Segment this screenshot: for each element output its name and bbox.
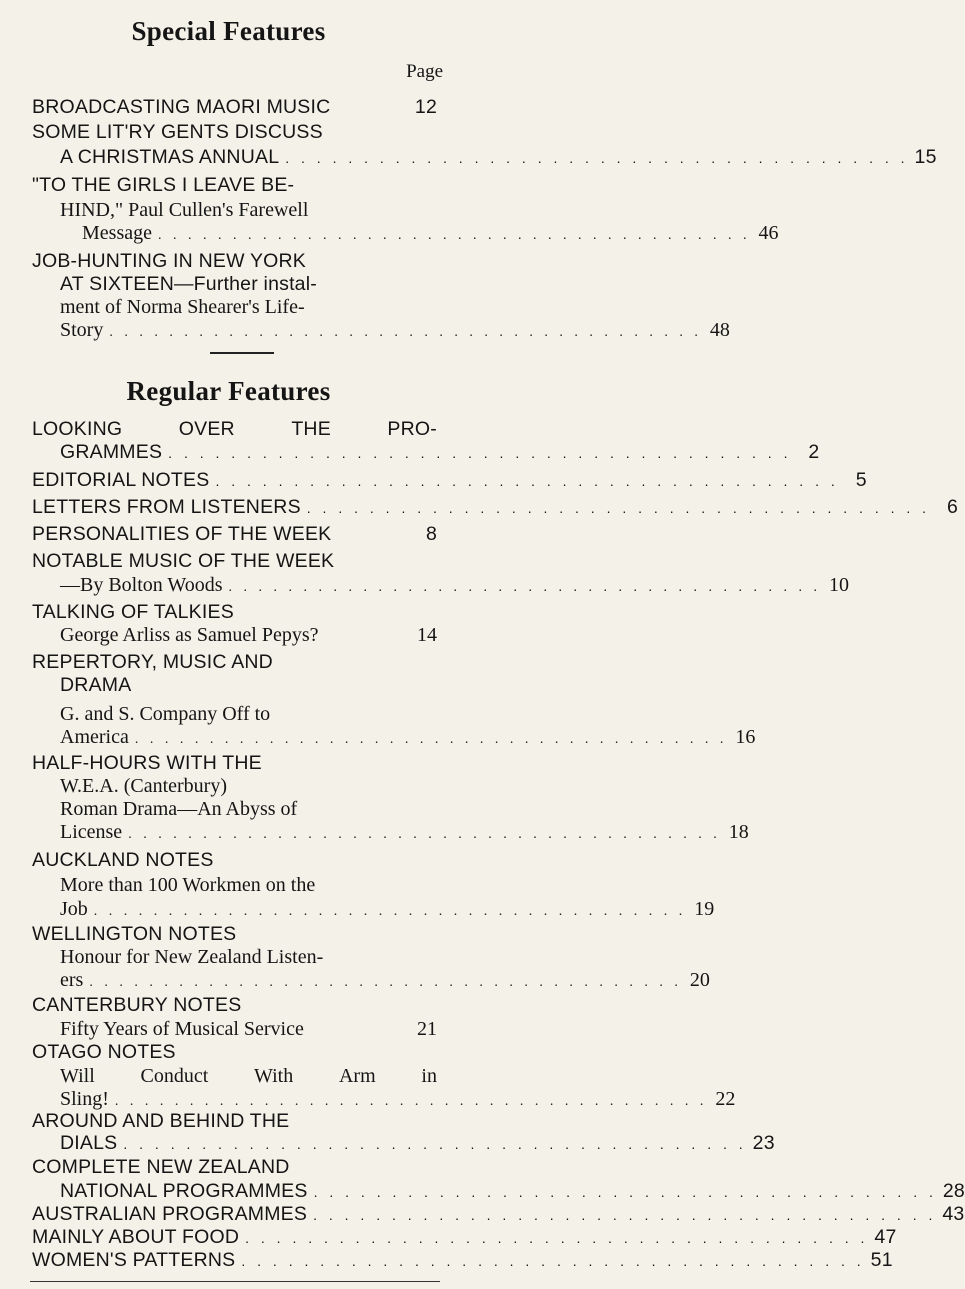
- toc-entry: License . . . . . . . . . . . . . . . . . . . . . . . . . . . . . . . . . . . . . . . . 18: [60, 821, 749, 843]
- toc-entry: W.E.A. (Canterbury): [60, 775, 227, 797]
- toc-entry: NATIONAL PROGRAMMES . . . . . . . . . . . . . . . . . . . . . . . . . . . . . . . . . . . . . . . . 28: [60, 1180, 965, 1202]
- toc-entry: A CHRISTMAS ANNUAL . . . . . . . . . . . . . . . . . . . . . . . . . . . . . . . . . . . . . . . . 15: [60, 146, 937, 168]
- toc-entry: Message . . . . . . . . . . . . . . . . . . . . . . . . . . . . . . . . . . . . . . . . 46: [82, 222, 779, 244]
- page-number: 14: [417, 624, 437, 646]
- page-number: 8: [425, 523, 437, 545]
- toc-entry: AT SIXTEEN—Further instal-: [60, 273, 317, 295]
- page-number: 6: [947, 496, 959, 518]
- bottom-divider: [30, 1281, 440, 1282]
- toc-entry: "TO THE GIRLS I LEAVE BE-: [32, 174, 295, 196]
- page-number: 12: [414, 96, 437, 118]
- page-column-label: Page: [406, 61, 443, 82]
- page-number: 16: [735, 726, 756, 748]
- toc-entry: EDITORIAL NOTES . . . . . . . . . . . . . . . . . . . . . . . . . . . . . . . . . . . . . . . . 5: [32, 469, 867, 491]
- page-number: 43: [942, 1203, 965, 1225]
- page-number: 22: [715, 1088, 736, 1110]
- toc-entry: America . . . . . . . . . . . . . . . . . . . . . . . . . . . . . . . . . . . . . . . . 16: [60, 726, 756, 748]
- toc-entry: JOB-HUNTING IN NEW YORK: [32, 250, 307, 272]
- toc-entry: ers . . . . . . . . . . . . . . . . . . . . . . . . . . . . . . . . . . . . . . . . 20: [60, 969, 710, 991]
- section-divider: [210, 352, 274, 354]
- toc-entry: LOOKING OVER THE PRO-: [32, 418, 437, 440]
- toc-entry: NOTABLE MUSIC OF THE WEEK: [32, 550, 335, 572]
- page-number: 20: [689, 969, 710, 991]
- page-number: 2: [808, 441, 820, 463]
- page-number: 18: [728, 821, 749, 843]
- toc-entry: HIND," Paul Cullen's Farewell: [60, 199, 309, 221]
- toc-entry: G. and S. Company Off to: [60, 703, 271, 725]
- toc-entry: ment of Norma Shearer's Life-: [60, 296, 305, 318]
- toc-entry: PERSONALITIES OF THE WEEK 8: [32, 523, 437, 545]
- page-number: 48: [709, 319, 730, 341]
- toc-entry: —By Bolton Woods . . . . . . . . . . . . . . . . . . . . . . . . . . . . . . . . . . . . . . . . 10: [60, 574, 849, 596]
- toc-entry: MAINLY ABOUT FOOD . . . . . . . . . . . . . . . . . . . . . . . . . . . . . . . . . . . . . . . . 47: [32, 1226, 897, 1248]
- toc-entry: TALKING OF TALKIES: [32, 601, 234, 623]
- toc-entry: CANTERBURY NOTES: [32, 994, 242, 1016]
- toc-entry: Roman Drama—An Abyss of: [60, 798, 298, 820]
- page-number: 51: [870, 1249, 893, 1271]
- toc-entry: Honour for New Zealand Listen-: [60, 946, 324, 968]
- page-number: 10: [829, 574, 849, 596]
- page-number: 23: [752, 1132, 775, 1154]
- toc-entry: Job . . . . . . . . . . . . . . . . . . . . . . . . . . . . . . . . . . . . . . . . 19: [60, 898, 715, 920]
- toc-entry: WELLINGTON NOTES: [32, 923, 237, 945]
- page-number: 5: [855, 469, 867, 491]
- toc-entry: LETTERS FROM LISTENERS . . . . . . . . . . . . . . . . . . . . . . . . . . . . . . . . . . . . . . . . 6: [32, 496, 959, 518]
- toc-entry: WOMEN'S PATTERNS . . . . . . . . . . . . . . . . . . . . . . . . . . . . . . . . . . . . . . . . 51: [32, 1249, 893, 1271]
- toc-entry: COMPLETE NEW ZEALAND: [32, 1156, 290, 1178]
- toc-entry: George Arliss as Samuel Pepys? 14: [60, 624, 437, 646]
- toc-entry: SOME LIT'RY GENTS DISCUSS: [32, 121, 323, 143]
- toc-entry: BROADCASTING MAORI MUSIC 12: [32, 96, 437, 118]
- toc-entry: AUSTRALIAN PROGRAMMES . . . . . . . . . . . . . . . . . . . . . . . . . . . . . . . . . . . . . . . . 43: [32, 1203, 965, 1225]
- special-features-heading: Special Features: [131, 16, 326, 46]
- toc-entry: DRAMA: [60, 674, 132, 696]
- toc-entry: Sling! . . . . . . . . . . . . . . . . . . . . . . . . . . . . . . . . . . . . . . . . 22: [60, 1088, 736, 1110]
- toc-entry: HALF-HOURS WITH THE: [32, 752, 262, 774]
- toc-entry: AROUND AND BEHIND THE: [32, 1110, 290, 1132]
- page-number: 28: [942, 1180, 965, 1202]
- toc-entry: More than 100 Workmen on the: [60, 874, 316, 896]
- page-number: 46: [758, 222, 779, 244]
- page-number: 19: [694, 898, 715, 920]
- toc-entry: Story . . . . . . . . . . . . . . . . . . . . . . . . . . . . . . . . . . . . . . . . 48: [60, 319, 730, 341]
- page-number: 21: [417, 1018, 437, 1040]
- toc-entry: GRAMMES . . . . . . . . . . . . . . . . . . . . . . . . . . . . . . . . . . . . . . . . 2: [60, 441, 820, 463]
- toc-entry: Fifty Years of Musical Service 21: [60, 1018, 437, 1040]
- page-number: 15: [914, 146, 937, 168]
- page-number: 47: [874, 1226, 897, 1248]
- toc-entry: DIALS . . . . . . . . . . . . . . . . . . . . . . . . . . . . . . . . . . . . . . . . 23: [60, 1132, 775, 1154]
- regular-features-heading: Regular Features: [126, 376, 331, 406]
- toc-entry: OTAGO NOTES: [32, 1041, 176, 1063]
- toc-entry: AUCKLAND NOTES: [32, 849, 214, 871]
- toc-entry: Will Conduct With Arm in: [60, 1065, 437, 1087]
- toc-entry: REPERTORY, MUSIC AND: [32, 651, 273, 673]
